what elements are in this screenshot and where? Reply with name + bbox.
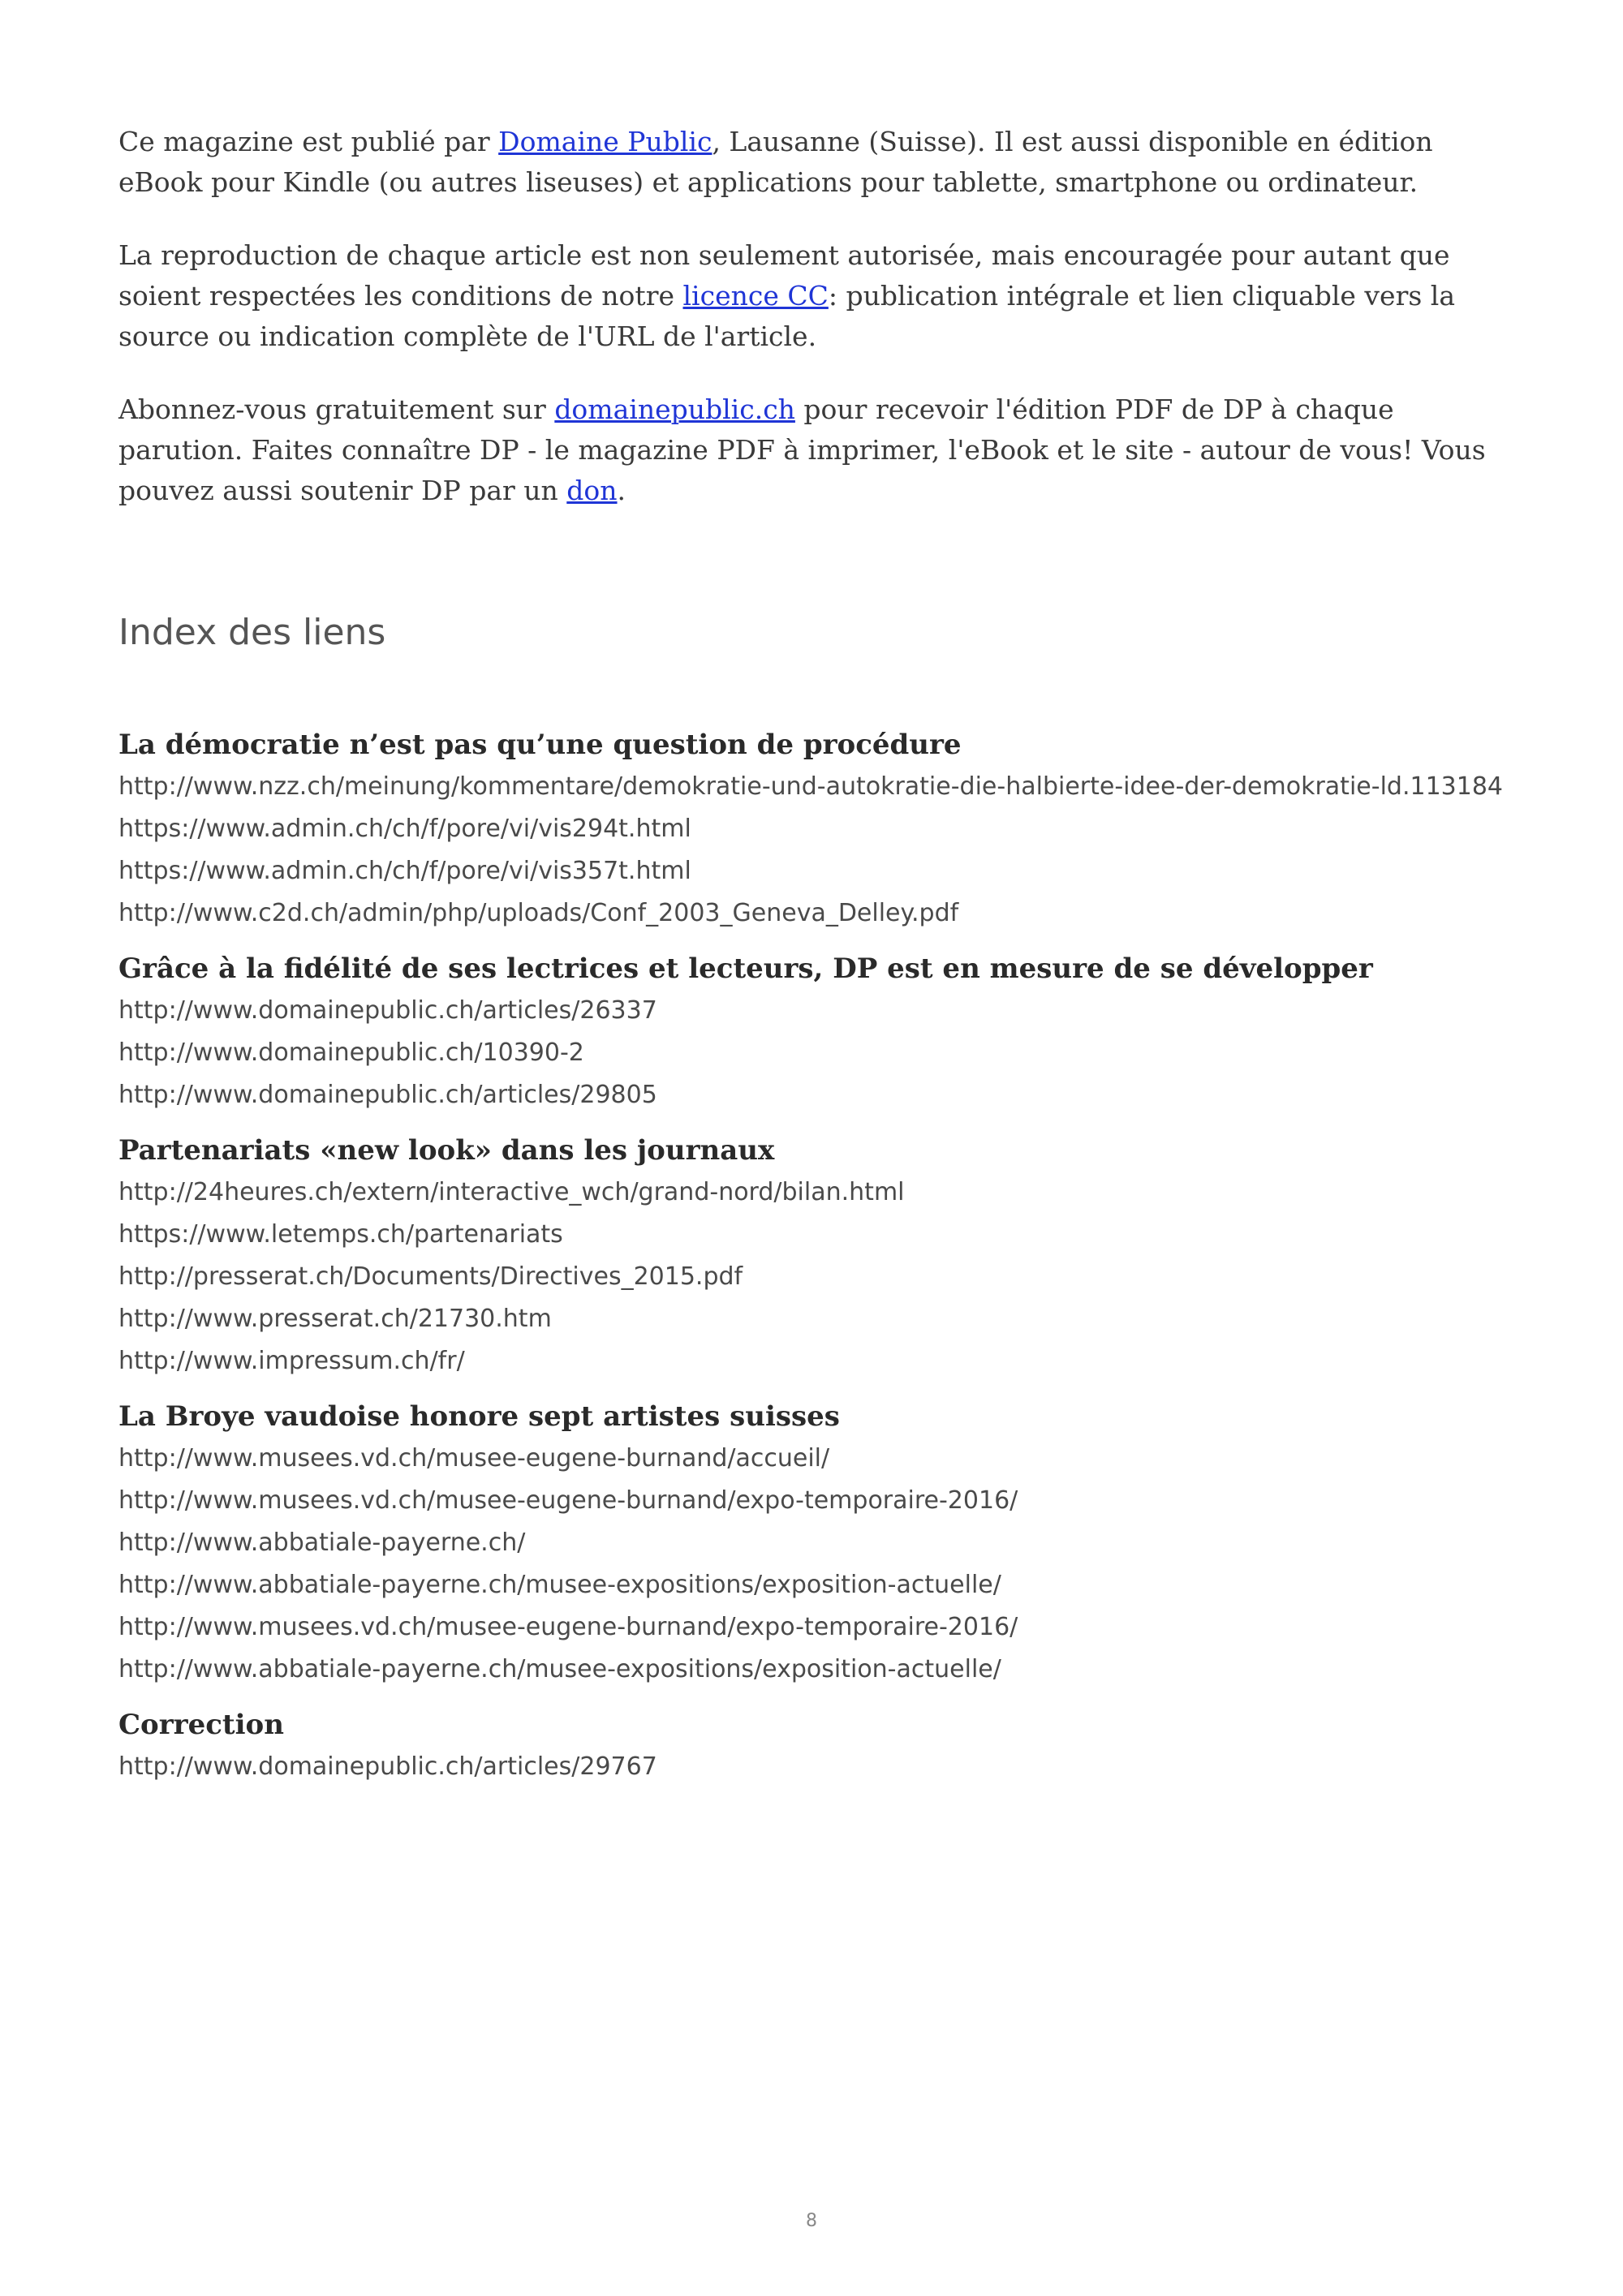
index-link-url[interactable]: http://www.c2d.ch/admin/php/uploads/Conf_2003_Geneva_Delley.pdf: [118, 899, 959, 927]
index-link-url[interactable]: http://presserat.ch/Documents/Directives_2015.pdf: [118, 1262, 743, 1291]
donation-link[interactable]: don: [566, 475, 618, 506]
index-section-title: Partenariats «new look» dans les journaux: [118, 1134, 775, 1167]
domaine-public-link[interactable]: Domaine Public: [498, 126, 712, 157]
license-text: : publication intégrale et lien cliquable vers la source ou indication complète de l'URL de l'article.: [118, 280, 1456, 352]
index-section-title: La Broye vaudoise honore sept artistes suisses: [118, 1400, 840, 1433]
index-link-url[interactable]: http://www.domainepublic.ch/articles/29767: [118, 1752, 657, 1781]
index-link-url[interactable]: http://www.musees.vd.ch/musee-eugene-burnand/accueil/: [118, 1444, 830, 1473]
index-section: [118, 1395, 1514, 1691]
index-section: [118, 948, 1514, 1116]
index-section: [118, 1704, 1514, 1788]
subscribe-text: .: [617, 475, 626, 506]
license-text: La reproduction de chaque article est non seulement autorisée, mais encouragée pour autant que soient respectées les conditions de notre: [118, 239, 1450, 312]
index-link-url[interactable]: http://www.musees.vd.ch/musee-eugene-burnand/expo-temporaire-2016/: [118, 1486, 1018, 1515]
index-title: Index des liens: [118, 612, 386, 653]
index-link-url[interactable]: http://www.domainepublic.ch/articles/26337: [118, 996, 657, 1025]
licence-cc-link[interactable]: licence CC: [682, 280, 829, 312]
index-link-url[interactable]: https://www.admin.ch/ch/f/pore/vi/vis357t.html: [118, 857, 691, 885]
domainepublic-site-link[interactable]: domainepublic.ch: [554, 393, 795, 425]
index-link-url[interactable]: http://www.domainepublic.ch/10390-2: [118, 1038, 584, 1067]
index-section-title: Grâce à la fidélité de ses lectrices et lecteurs, DP est en mesure de se développer: [118, 952, 1373, 985]
index-section: [118, 724, 1514, 935]
index-link-url[interactable]: http://www.abbatiale-payerne.ch/musee-expositions/exposition-actuelle/: [118, 1571, 1001, 1599]
index-link-url[interactable]: http://www.presserat.ch/21730.htm: [118, 1305, 552, 1333]
index-link-url[interactable]: http://www.abbatiale-payerne.ch/: [118, 1529, 526, 1557]
intro-paragraph-publisher: [118, 122, 1514, 203]
index-link-url[interactable]: http://www.musees.vd.ch/musee-eugene-burnand/expo-temporaire-2016/: [118, 1613, 1018, 1641]
intro-text: Ce magazine est publié par: [118, 126, 499, 157]
index-link-url[interactable]: http://www.impressum.ch/fr/: [118, 1347, 465, 1375]
index-link-url[interactable]: https://www.letemps.ch/partenariats: [118, 1220, 563, 1249]
index-section-title: La démocratie n’est pas qu’une question de procédure: [118, 729, 962, 761]
index-link-url[interactable]: https://www.admin.ch/ch/f/pore/vi/vis294t.html: [118, 815, 691, 843]
page-content: [118, 122, 1514, 1801]
intro-paragraph-subscribe: [118, 389, 1514, 511]
intro-text: , Lausanne (Suisse). Il est aussi disponible en édition eBook pour Kindle (ou autres liseuses) et applications pour tablette, smartphone ou ordinateur.: [118, 126, 1433, 198]
page-number: 8: [806, 2211, 817, 2231]
intro-paragraph-license: [118, 235, 1514, 357]
index-section-title: Correction: [118, 1709, 284, 1741]
index-link-url[interactable]: http://24heures.ch/extern/interactive_wch/grand-nord/bilan.html: [118, 1178, 905, 1206]
index-sections: [118, 724, 1514, 1788]
subscribe-text: Abonnez-vous gratuitement sur: [118, 393, 555, 425]
subscribe-text: pour recevoir l'édition PDF de DP à chaque parution. Faites connaître DP - le magazine PDF à imprimer, l'eBook et le site - autour de vous! Vous pouvez aussi soutenir DP par un: [118, 393, 1486, 506]
index-link-url[interactable]: http://www.nzz.ch/meinung/kommentare/demokratie-und-autokratie-die-halbierte-idee-der-demokratie-ld.113184: [118, 772, 1504, 801]
index-link-url[interactable]: http://www.abbatiale-payerne.ch/musee-expositions/exposition-actuelle/: [118, 1655, 1001, 1683]
index-section: [118, 1129, 1514, 1382]
index-link-url[interactable]: http://www.domainepublic.ch/articles/29805: [118, 1081, 657, 1109]
